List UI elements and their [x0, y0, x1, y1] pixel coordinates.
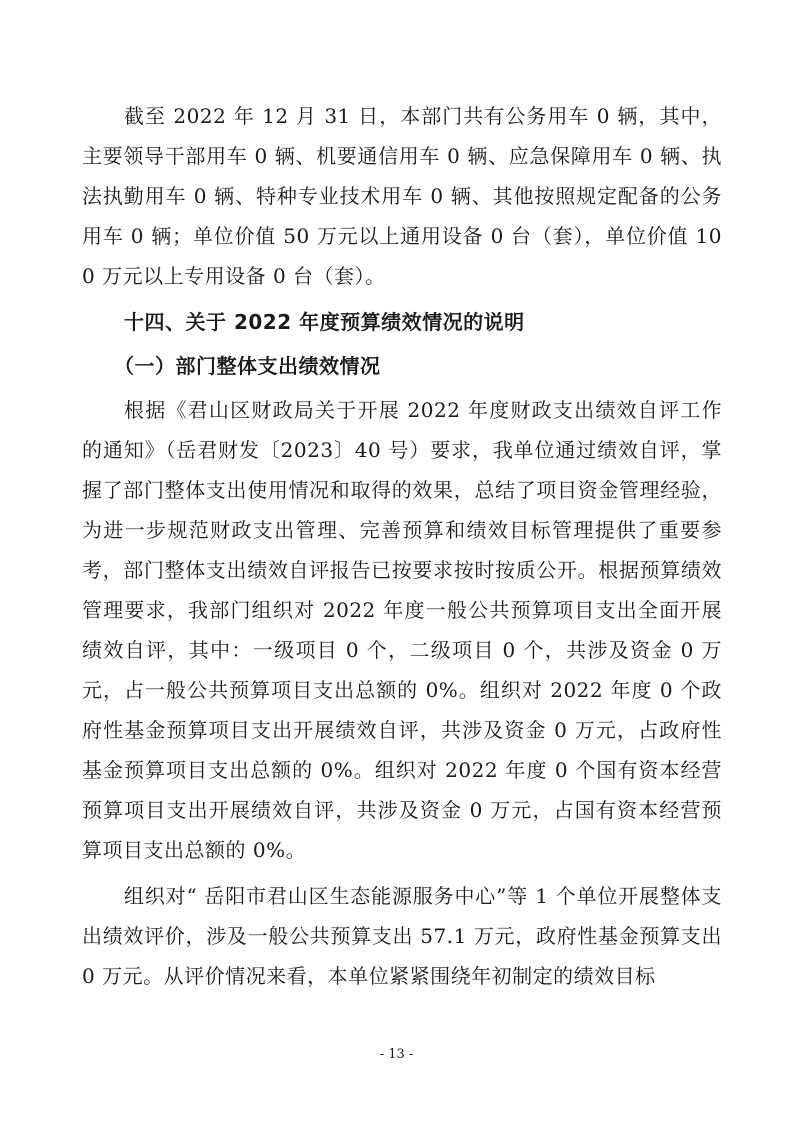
paragraph-vehicles: 截至 2022 年 12 月 31 日，本部门共有公务用车 0 辆，其中，主要领导干部用车 0 辆、机要通信用车 0 辆、应急保障用车 0 辆、执法执勤用车 0 辆、特种专业技术用车 0 辆、其他按照规定配备的公务用车 0 辆；单位价值 50 万元以上通用设备 0 台（套），单位价值 100 万元以上专用设备 0 台（套）。: [82, 104, 722, 288]
section-heading: 十四、关于 2022 年度预算绩效情况的说明: [124, 310, 525, 334]
page-number: - 13 -: [379, 1047, 414, 1062]
paragraph-evaluation: 根据《君山区财政局关于开展 2022 年度财政支出绩效自评工作的通知》（岳君财发〔2023〕40 号）要求，我单位通过绩效自评，掌握了部门整体支出使用情况和取得的效果，总结了项目资金管理经验，为进一步规范财政支出管理、完善预算和绩效目标管理提供了重要参考，部门整体支出绩效自评报告已按要求按时按质公开。根据预算绩效管理要求，我部门组织对 2022 年度一般公共预算项目支出全面开展绩效自评，其中：一级项目 0 个，二级项目 0 个，共涉及资金 0 万元，占一般公共预算项目支出总额的 0%。组织对 2022 年度 0 个政府性基金预算项目支出开展绩效自评，共涉及资金 0 万元，占政府性基金预算项目支出总额的 0%。组织对 2022 年度 0 个国有资本经营预算项目支出开展绩效自评，共涉及资金 0 万元，占国有资本经营预算项目支出总额的 0%。: [82, 398, 722, 862]
paragraph-overall: 组织对“ 岳阳市君山区生态能源服务中心”等 1 个单位开展整体支出绩效评价，涉及一般公共预算支出 57.1 万元，政府性基金预算支出 0 万元。从评价情况来看，本单位紧紧围绕年初制定的绩效目标: [82, 884, 722, 988]
subsection-heading: （一）部门整体支出绩效情况: [114, 354, 381, 378]
document-page: [82, 96, 722, 996]
